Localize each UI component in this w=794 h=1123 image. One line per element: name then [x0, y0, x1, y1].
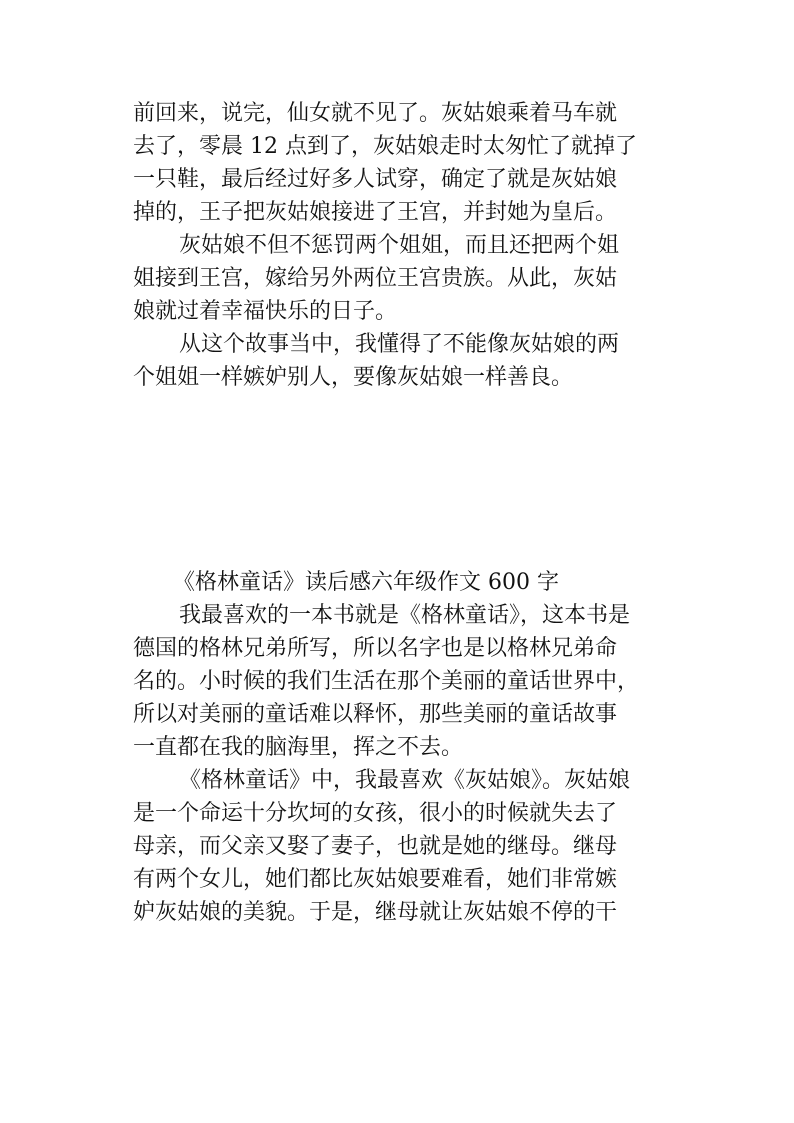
text-line: 从这个故事当中，我懂得了不能像灰姑娘的两 [179, 332, 620, 357]
essay-section [133, 566, 673, 929]
text-line: 母亲，而父亲又娶了妻子，也就是她的继母。继母 [133, 834, 618, 859]
text-line: 前回来，说完，仙女就不见了。灰姑娘乘着马车就 [133, 101, 618, 126]
text-line: 所以对美丽的童话难以释怀，那些美丽的童话故事 [133, 702, 618, 727]
story-ending-text [133, 97, 673, 394]
text-line: 《格林童话》中，我最喜欢《灰姑娘》。灰姑娘 [179, 768, 631, 793]
essay-title: 《格林童话》读后感六年级作文 600 字 [173, 570, 559, 595]
text-line: 有两个女儿，她们都比灰姑娘要难看，她们非常嫉 [133, 867, 618, 892]
text-line: 姐接到王宫，嫁给另外两位王宫贵族。从此，灰姑 [133, 266, 618, 291]
text-line: 一直都在我的脑海里，挥之不去。 [133, 735, 464, 760]
text-line: 名的。小时候的我们生活在那个美丽的童话世界中， [133, 669, 640, 694]
text-line: 是一个命运十分坎坷的女孩，很小的时候就失去了 [133, 801, 618, 826]
text-line: 德国的格林兄弟所写，所以名字也是以格林兄弟命 [133, 636, 618, 661]
text-line: 去了，零晨 12 点到了，灰姑娘走时太匆忙了就掉了 [133, 134, 637, 159]
text-line: 我最喜欢的一本书就是《格林童话》，这本书是 [179, 603, 631, 628]
text-line: 掉的，王子把灰姑娘接进了王宫，并封她为皇后。 [133, 200, 618, 225]
text-line: 灰姑娘不但不惩罚两个姐姐，而且还把两个姐 [179, 233, 620, 258]
text-line: 妒灰姑娘的美貌。于是，继母就让灰姑娘不停的干 [133, 900, 618, 925]
text-line: 娘就过着幸福快乐的日子。 [133, 299, 398, 324]
text-line: 个姐姐一样嫉妒别人，要像灰姑娘一样善良。 [133, 365, 574, 390]
text-line: 一只鞋，最后经过好多人试穿，确定了就是灰姑娘 [133, 167, 618, 192]
